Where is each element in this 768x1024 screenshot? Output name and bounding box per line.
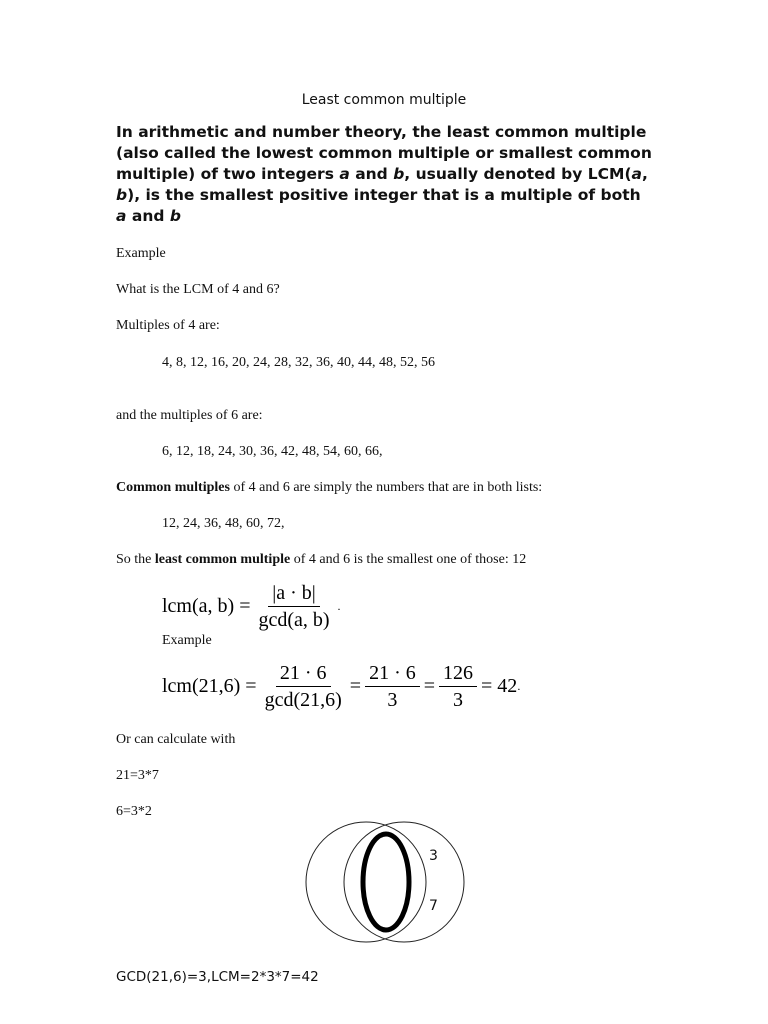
- var-b: b: [393, 165, 405, 183]
- var-a: a: [116, 207, 127, 225]
- multiples-6-list: 6, 12, 18, 24, 30, 36, 42, 48, 54, 60, 66,: [162, 444, 383, 459]
- least-bold: least common multiple: [154, 552, 291, 567]
- var-a: a: [339, 165, 350, 183]
- formula-lhs: lcm(a, b) =: [162, 595, 251, 617]
- venn-label-3: 3: [429, 848, 438, 864]
- lcm-example-formula: [162, 662, 520, 711]
- fraction-denominator: 3: [387, 689, 398, 711]
- example-heading: Example: [116, 246, 166, 261]
- formula-period: .: [337, 599, 341, 613]
- fraction-numerator: |a · b|: [268, 582, 320, 607]
- intro-paragraph: [116, 122, 656, 227]
- intro-text: , usually denoted by LCM(: [404, 165, 632, 183]
- factorization-6: 6=3*2: [116, 804, 152, 819]
- var-b: b: [116, 186, 128, 204]
- least-rest: of 4 and 6 is the smallest one of those: 12: [290, 552, 527, 567]
- fraction-denominator: gcd(21,6): [264, 689, 342, 711]
- multiples-6-label: and the multiples of 6 are:: [116, 408, 263, 423]
- venn-intersection: [363, 834, 409, 930]
- question: What is the LCM of 4 and 6?: [116, 282, 280, 297]
- equals-sign: =: [349, 675, 362, 697]
- result-line: GCD(21,6)=3,LCM=2*3*7=42: [116, 969, 319, 985]
- factorization-21: 21=3*7: [116, 768, 159, 783]
- fraction-denominator: gcd(a, b): [258, 609, 330, 631]
- lcm-formula: [162, 582, 341, 631]
- calc-label: Or can calculate with: [116, 732, 236, 747]
- intro-text: ), is the smallest positive integer that is a multiple of both: [127, 186, 641, 204]
- var-a: a: [631, 165, 642, 183]
- fraction-numerator: 126: [439, 662, 477, 687]
- formula-period: .: [517, 679, 521, 693]
- multiples-4-list: 4, 8, 12, 16, 20, 24, 28, 32, 36, 40, 44, 48, 52, 56: [162, 355, 435, 370]
- fraction-denominator: 3: [453, 689, 464, 711]
- intro-text: ,: [642, 165, 648, 183]
- fraction-numerator: 21 · 6: [276, 662, 331, 687]
- var-b: b: [169, 207, 181, 225]
- formula-fraction: [254, 582, 333, 631]
- common-list: 12, 24, 36, 48, 60, 72,: [162, 516, 285, 531]
- page-title: Least common multiple: [301, 92, 467, 108]
- formula-fraction: [365, 662, 420, 711]
- intro-text: In arithmetic and number theory, the least common multiple (also called the lowest common multiple or smallest common multiple) of two integers: [116, 123, 652, 183]
- common-multiples-line: [116, 480, 542, 496]
- common-rest: of 4 and 6 are simply the numbers that are in both lists:: [229, 480, 543, 495]
- venn-diagram: [300, 820, 470, 944]
- intro-text: and: [126, 207, 170, 225]
- formula-fraction: [261, 662, 346, 711]
- formula-result: = 42: [481, 675, 518, 697]
- intro-text: and: [349, 165, 394, 183]
- common-bold: Common multiples: [116, 480, 230, 495]
- least-common-line: [116, 552, 526, 568]
- equals-sign: =: [423, 675, 436, 697]
- multiples-4-label: Multiples of 4 are:: [116, 318, 220, 333]
- formula-fraction: [439, 662, 477, 711]
- venn-label-7: 7: [429, 898, 438, 914]
- formula-lhs: lcm(21,6) =: [162, 675, 257, 697]
- least-pre: So the: [116, 552, 155, 567]
- example2-heading: Example: [162, 633, 212, 648]
- fraction-numerator: 21 · 6: [365, 662, 420, 687]
